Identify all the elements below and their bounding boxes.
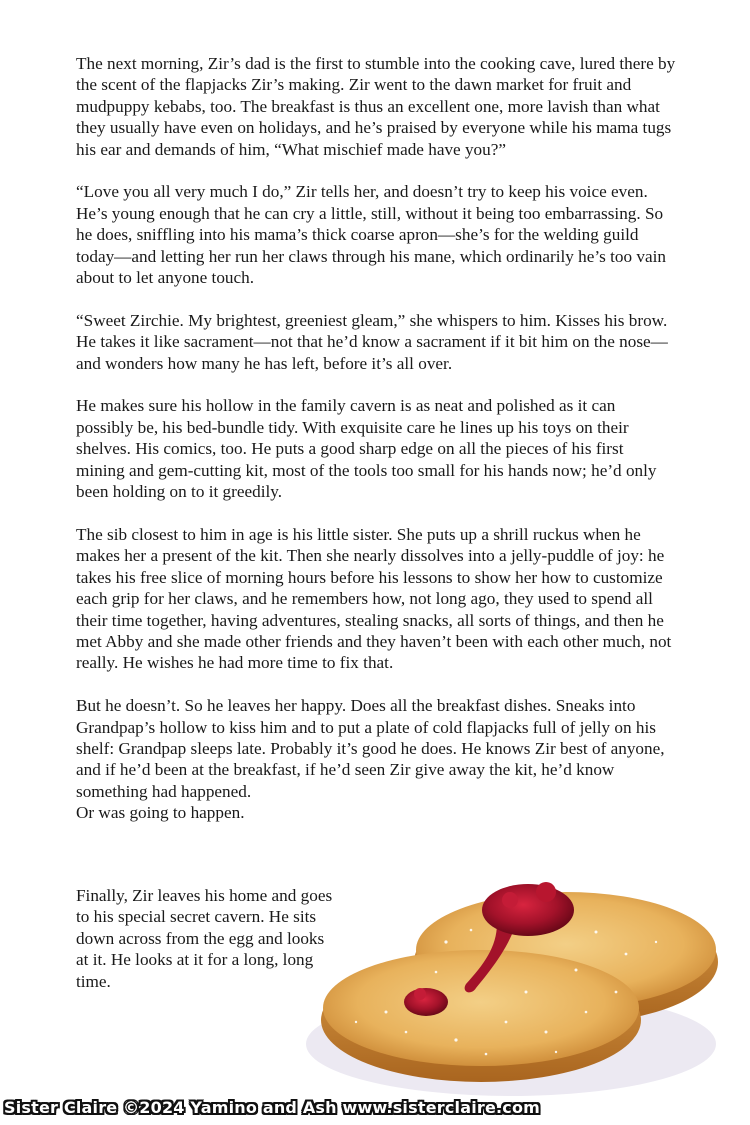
paragraph-sweet-zirchie: “Sweet Zirchie. My brightest, greeniest gleam,” she whispers to him. Kisses his brow. He takes it like sacrament—not that he’d know a sacrament if it bit him on the nose—and wonders how many he has left, before it’s all over. (76, 310, 668, 373)
paragraph-going-to-happen: Or was going to happen. (76, 803, 245, 823)
paragraph-love-you: “Love you all very much I do,” Zir tells her, and doesn’t try to keep his voice even. He’s young enough that he can cry a little, still, without it being too embarrassing. So he does, sniffling into his mama’s thick coarse apron—she’s for the welding guild today—and letting her run her claws through his mane, which ordinarily he’s too vain about to let anyone touch. (76, 182, 666, 288)
paragraph-little-sister: The sib closest to him in age is his little sister. She puts up a shrill ruckus when he makes her a present of the kit. Then she nearly dissolves into a jelly-puddle of joy: he takes his free slice of morning hours before his lessons to show her how to customize each grip for her claws, and he remembers how, not long ago, they used to spend all their time together, having adventures, stealing snacks, all sorts of things, and then he met Abby and she made other friends and they haven’t been with each other much, not really. He wishes he had more time to fix that. (76, 524, 672, 673)
paragraph-hollow: He makes sure his hollow in the family cavern is as neat and polished as it can possibly be, his bed-bundle tidy. With exquisite care he lines up his toys on their shelves. His comics, too. He puts a good sharp edge on all the pieces of his first mining and gem-cutting kit, most of the tools too small for his hands now; he’d only been holding on to it greedily. (76, 396, 657, 502)
story-text (76, 53, 676, 845)
paragraph-grandpap: But he doesn’t. So he leaves her happy. Does all the breakfast dishes. Sneaks into Grandpap’s hollow to kiss him and to put a plate of cold flapjacks full of jelly on his shelf: Grandpap sleeps late. Probably it’s good he does. He knows Zir best of anyone, and if he’d been at the breakfast, if he’d seen Zir give away the kit, he’d know something had happened. (76, 696, 665, 801)
jelly-top (482, 884, 574, 936)
flapjacks-illustration (296, 872, 750, 1102)
paragraph-finally: Finally, Zir leaves his home and goes to his special secret cavern. He sits down across from the egg and looks at it. He looks at it for a long, long time. (76, 886, 333, 991)
paragraph-breakfast: The next morning, Zir’s dad is the first to stumble into the cooking cave, lured there by the scent of the flapjacks Zir’s making. Zir went to the dawn market for fruit and mudpuppy kebabs, too. The breakfast is thus an excellent one, more lavish than what they usually have even on holidays, and he’s praised by everyone while his mama tugs his ear and demands of him, “What mischief made have you?” (76, 54, 676, 159)
footer-credit: Sister Claire ©2024 Yamino and Ash www.sisterclaire.com (4, 1098, 541, 1117)
jelly-small (404, 988, 448, 1016)
